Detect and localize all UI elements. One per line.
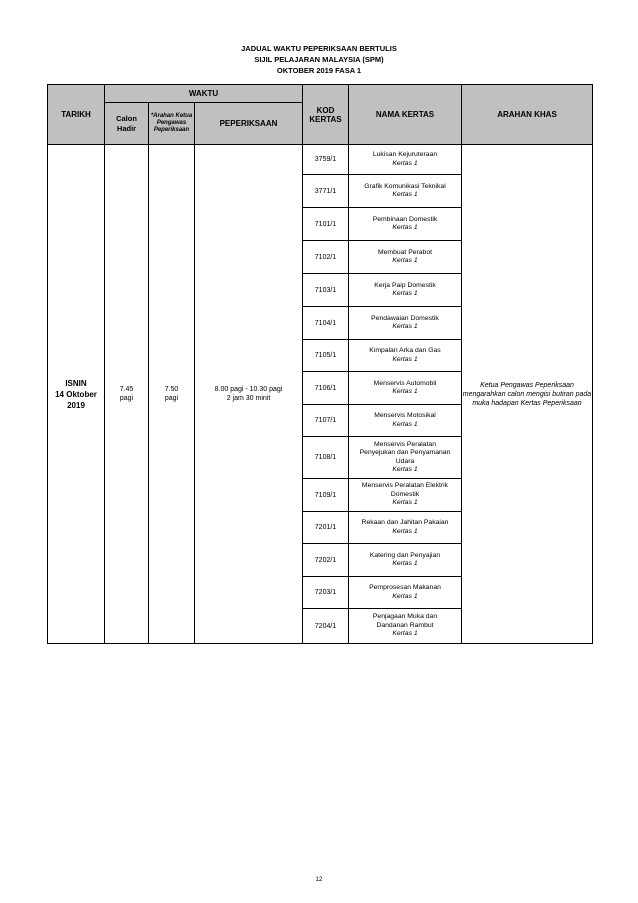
title-line-3: OKTOBER 2019 FASA 1	[276, 66, 362, 75]
paper-code: 7108/1	[314, 454, 337, 461]
kod-cell	[303, 437, 349, 479]
nama-cell	[349, 609, 462, 644]
header-kod-line2: KERTAS	[309, 114, 342, 124]
paper-code: 7106/1	[314, 384, 337, 392]
paper-name-line: Dandanan Rambut	[376, 621, 434, 629]
nama-cell	[349, 512, 462, 544]
header-peperiksaan: PEPERIKSAAN	[195, 103, 303, 145]
paper-name-line: Pembinaan Domestik	[372, 215, 438, 223]
paper-kertas: Kertas 1	[392, 224, 418, 231]
header-arahan-ketua-line1: *Arahan Ketua	[150, 113, 193, 119]
paper-name-line: Penyejukan dan Penyamanan	[359, 449, 451, 456]
header-tarikh: TARIKH	[48, 85, 105, 145]
paper-code: 7203/1	[314, 589, 337, 596]
peperiksaan-cell	[195, 145, 303, 644]
paper-code: 7107/1	[314, 417, 337, 424]
nama-cell	[349, 145, 462, 175]
kod-cell	[303, 145, 349, 175]
page-number: 12	[315, 877, 323, 883]
paper-code: 3759/1	[314, 156, 337, 163]
header-nama-kertas: NAMA KERTAS	[349, 85, 462, 145]
header-arahan-ketua-line3: Peperiksaan	[153, 127, 190, 133]
kod-cell	[303, 577, 349, 609]
paper-kertas: Kertas 1	[392, 388, 418, 395]
kod-cell	[303, 241, 349, 274]
arahan-time: 7.50	[164, 386, 179, 393]
paper-code: 7204/1	[314, 622, 337, 630]
paper-code: 7103/1	[314, 286, 337, 294]
title-line-2: SIJIL PELAJARAN MALAYSIA (SPM)	[254, 55, 384, 64]
header-kod-line1: KOD	[316, 105, 335, 115]
header-arahan-ketua-line2: Pengawas	[156, 120, 187, 126]
paper-row	[48, 145, 593, 175]
kod-cell	[303, 340, 349, 372]
paper-kertas: Kertas 1	[392, 630, 418, 638]
paper-name-line: Kerja Paip Domestik	[374, 281, 436, 289]
nama-cell	[349, 274, 462, 307]
arahan-khas-cell: Ketua Pengawas Peperiksaan mengarahkan calon mengisi butiran pada muka hadapan Kertas Peperiksaan	[462, 145, 593, 644]
paper-kertas: Kertas 1	[392, 257, 418, 264]
calon-period: pagi	[119, 395, 134, 402]
arahan-ketua-cell	[149, 145, 195, 644]
paper-name-line: Udara	[395, 457, 415, 465]
schedule-body	[48, 145, 593, 644]
paper-name-line: Lukisan Kejuruteraan	[372, 151, 438, 158]
exam-duration: 2 jam 30 minit	[226, 395, 271, 402]
paper-kertas: Kertas 1	[392, 499, 418, 507]
paper-kertas: Kertas 1	[392, 355, 418, 363]
header-calon-line2: Hadir	[116, 123, 137, 133]
title-line-1: JADUAL WAKTU PEPERIKSAAN BERTULIS	[241, 44, 397, 53]
header-arahan-khas: ARAHAN KHAS	[462, 85, 593, 145]
paper-code: 7102/1	[314, 253, 337, 261]
paper-code: 7109/1	[314, 491, 337, 499]
paper-kertas: Kertas 1	[392, 592, 418, 600]
arahan-period: pagi	[164, 395, 179, 402]
calon-time: 7.45	[119, 386, 134, 393]
paper-kertas: Kertas 1	[392, 159, 418, 167]
paper-kertas: Kertas 1	[392, 527, 418, 535]
kod-cell	[303, 307, 349, 340]
paper-kertas: Kertas 1	[392, 420, 418, 428]
paper-code: 7101/1	[314, 220, 337, 228]
paper-kertas: Kertas 1	[392, 290, 418, 297]
nama-cell	[349, 372, 462, 405]
exam-schedule-table	[47, 84, 593, 644]
paper-kertas: Kertas 1	[392, 560, 418, 567]
paper-code: 7201/1	[314, 524, 337, 531]
nama-cell	[349, 544, 462, 577]
header-arahan-ketua	[149, 103, 195, 145]
paper-name-line: Domestik	[390, 490, 420, 498]
kod-cell	[303, 405, 349, 437]
kod-cell	[303, 175, 349, 208]
kod-cell	[303, 609, 349, 644]
kod-cell	[303, 274, 349, 307]
tarikh-cell	[48, 145, 105, 644]
paper-code: 7202/1	[314, 556, 337, 564]
paper-name-line: Menservis Automobil	[373, 379, 437, 387]
paper-name-line: Membuat Perabot	[377, 248, 433, 256]
kod-cell	[303, 372, 349, 405]
paper-name-line: Menservis Peralatan	[374, 440, 436, 448]
nama-cell	[349, 241, 462, 274]
paper-kertas: Kertas 1	[392, 323, 418, 330]
paper-name-line: Pemprosesan Makanan	[369, 584, 441, 591]
paper-code: 7105/1	[314, 352, 337, 359]
tarikh-year: 2019	[67, 400, 85, 410]
paper-code: 7104/1	[314, 319, 337, 327]
header-waktu: WAKTU	[105, 85, 303, 103]
paper-name-line: Penjagaan Muka dan	[372, 613, 438, 621]
paper-name-line: Kimpalan Arka dan Gas	[369, 347, 441, 354]
paper-name-line: Rekaan dan Jahitan Pakaian	[361, 519, 449, 526]
header-calon-line1: Calon	[116, 113, 137, 123]
paper-kertas: Kertas 1	[392, 466, 418, 473]
nama-cell	[349, 340, 462, 372]
paper-name-line: Grafik Komunikasi Teknikal	[364, 182, 446, 190]
nama-cell	[349, 405, 462, 437]
header-kod-kertas	[303, 85, 349, 145]
tarikh-day: ISNIN	[65, 378, 87, 388]
paper-kertas: Kertas 1	[392, 191, 418, 198]
nama-cell	[349, 577, 462, 609]
nama-cell	[349, 437, 462, 479]
tarikh-date: 14 Oktober	[55, 389, 97, 399]
nama-cell	[349, 175, 462, 208]
kod-cell	[303, 208, 349, 241]
nama-cell	[349, 307, 462, 340]
paper-name-line: Pendawaian Domestik	[371, 314, 439, 322]
nama-cell	[349, 208, 462, 241]
paper-name-line: Menservis Motosikal	[374, 412, 436, 419]
paper-code: 3771/1	[314, 187, 337, 195]
exam-time: 8.00 pagi - 10.30 pagi	[214, 386, 283, 393]
paper-name-line: Menservis Peralatan Elektrik	[361, 482, 449, 490]
calon-hadir-cell	[105, 145, 149, 644]
kod-cell	[303, 479, 349, 512]
kod-cell	[303, 512, 349, 544]
header-calon-hadir	[105, 103, 149, 145]
paper-name-line: Katering dan Penyajian	[369, 551, 441, 559]
kod-cell	[303, 544, 349, 577]
nama-cell	[349, 479, 462, 512]
